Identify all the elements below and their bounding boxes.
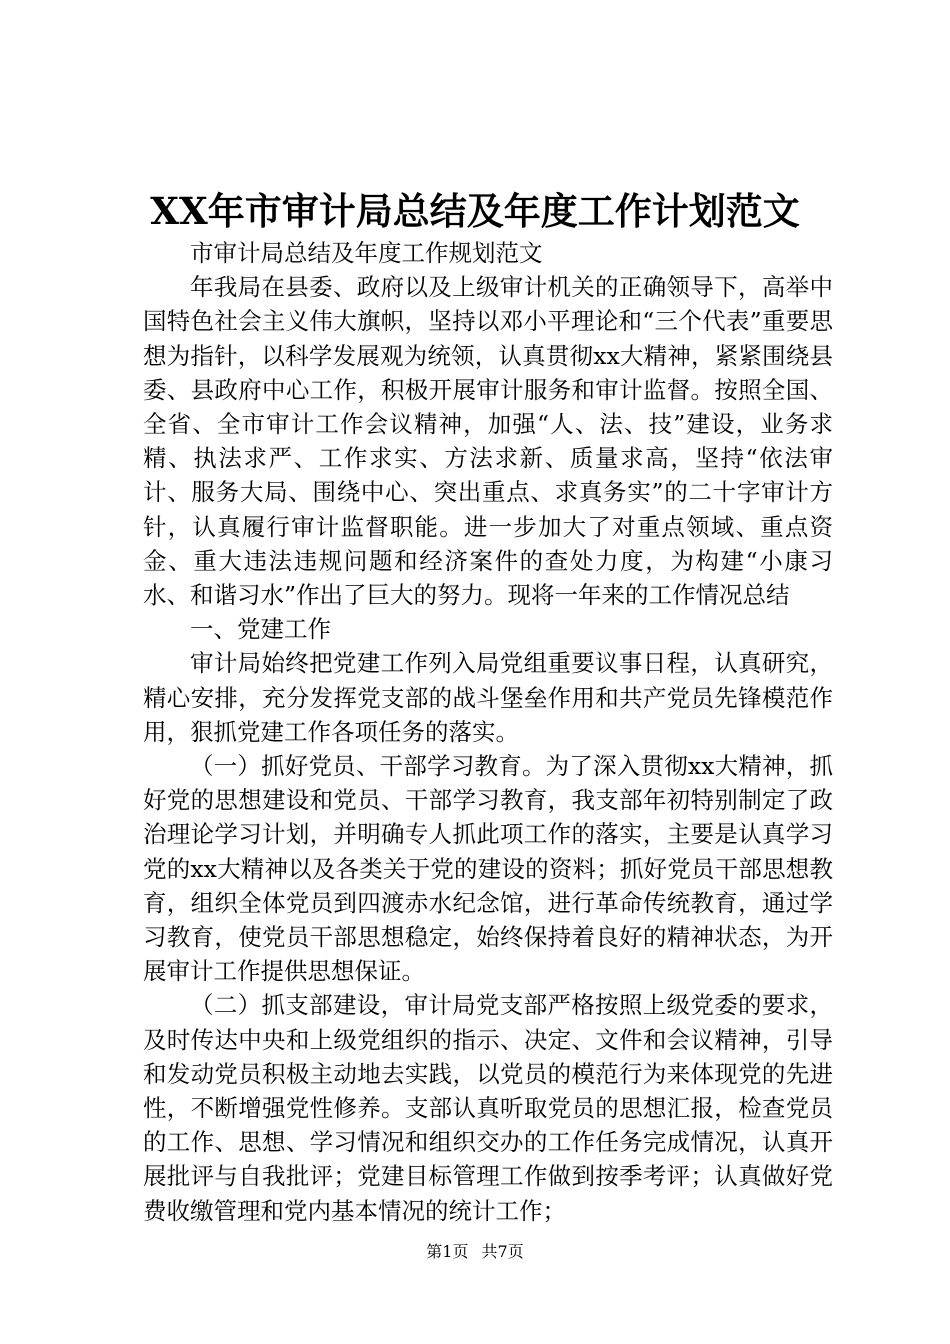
section-heading: 一、党建工作 [190,615,331,644]
subtitle-paragraph: 市审计局总结及年度工作规划范文 [190,239,543,267]
section-intro-paragraph: 审计局始终把党建工作列入局党组重要议事日程，认真研究，精心安排，充分发挥党支部的战斗堡垒作用和共产党员先锋模范作用，狠抓党建工作各项任务的落实。 [143,649,833,746]
page-footer [0,1240,950,1264]
subsection-2-paragraph: （二）抓支部建设，审计局党支部严格按照上级党委的要求，及时传达中央和上级党组织的指示、决定、文件和会议精神，引导和发动党员积极主动地去实践，以党员的模范行为来体现党的先进性，不断增强党性修养。支部认真听取党员的思想汇报，检查党员的工作、思想、学习情况和组织交办的工作任务完成情况，认真开展批评与自我批评；党建目标管理工作做到按季考评；认真做好党费收缴管理和党内基本情况的统计工作； [143,991,833,1225]
page-number: 第1页 [426,1242,469,1261]
document-body [143,236,833,1228]
document-title: XX年市审计局总结及年度工作计划范文 [150,189,800,233]
intro-paragraph: 年我局在县委、政府以及上级审计机关的正确领导下，高举中国特色社会主义伟大旗帜，坚持以邓小平理论和“三个代表”重要思想为指针，以科学发展观为统领，认真贯彻xx大精神，紧紧围绕县委、县政府中心工作，积极开展审计服务和审计监督。按照全国、全省、全市审计工作会议精神，加强“人、法、技”建设，业务求精、执法求严、工作求实、方法求新、质量求高，坚持“依法审计、服务大局、围绕中心、突出重点、求真务实”的二十字审计方针，认真履行审计监督职能。进一步加大了对重点领域、重点资金、重大违法违规问题和经济案件的查处力度，为构建“小康习水、和谐习水”作出了巨大的努力。现将一年来的工作情况总结 [143,273,833,610]
subsection-1-paragraph: （一）抓好党员、干部学习教育。为了深入贯彻xx大精神，抓好党的思想建设和党员、干部学习教育，我支部年初特别制定了政治理论学习计划，并明确专人抓此项工作的落实，主要是认真学习党的xx大精神以及各类关于党的建设的资料；抓好党员干部思想教育，组织全体党员到四渡赤水纪念馆，进行革命传统教育，通过学习教育，使党员干部思想稳定，始终保持着良好的精神状态，为开展审计工作提供思想保证。 [143,752,833,986]
page-total: 共7页 [481,1242,524,1261]
